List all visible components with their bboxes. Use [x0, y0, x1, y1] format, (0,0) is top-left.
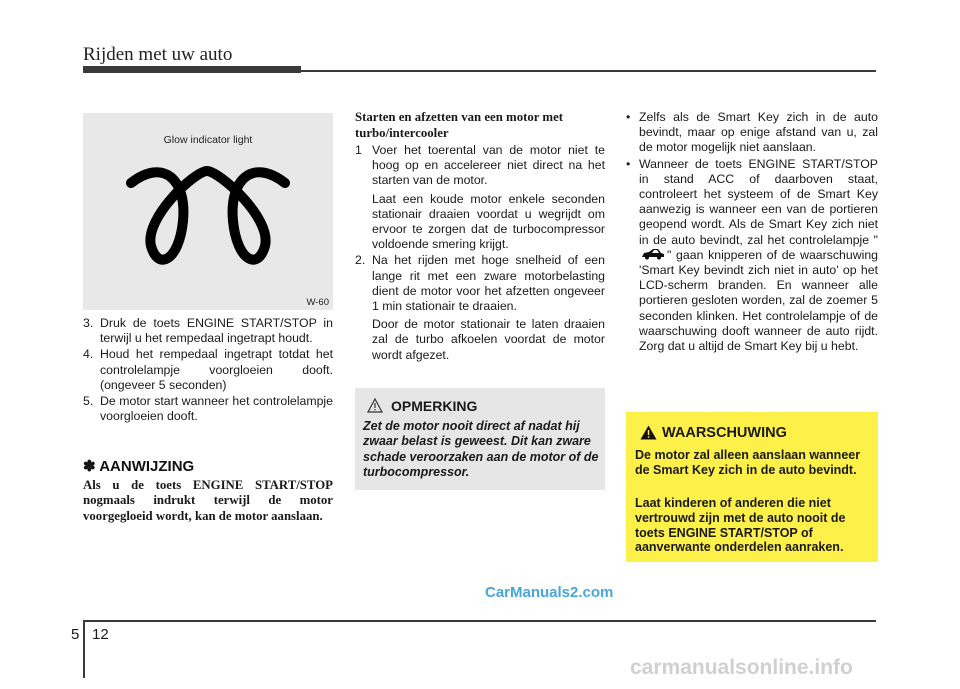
footer-divider	[83, 620, 85, 678]
page-header-title: Rijden met uw auto	[83, 44, 233, 65]
opmerking-body: Zet de motor nooit direct af nadat hij zwaar belast is geweest. Dit kan zware schade veroorzaken aan de motor of de turbocompressor.	[363, 419, 599, 479]
smart-key-notes-list	[626, 110, 878, 355]
caution-triangle-icon	[367, 398, 383, 413]
bullet: •	[626, 110, 631, 124]
waarschuwing-box	[626, 412, 878, 562]
step-number: 4.	[83, 347, 94, 362]
step-text: Voer het toerental van de motor niet te hoog op en accelereer niet direct na het starten van de motor.	[372, 143, 605, 188]
aanwijzing-title: AANWIJZING	[99, 458, 195, 475]
watermark-link[interactable]: CarManuals2.com	[485, 584, 614, 601]
waarschuwing-text-2: Laat kinderen of anderen die niet vertrouwd zijn met de auto nooit de toets ENGINE START/STOP of aanverwante onderdelen aanraken.	[635, 496, 846, 555]
note-star-icon: ✽	[83, 458, 96, 475]
list-item	[626, 157, 878, 355]
start-steps-list	[83, 316, 333, 425]
step-number: 2.	[355, 253, 366, 268]
watermark-footer: carmanualsonline.info	[630, 656, 853, 679]
footer-rule	[83, 620, 876, 622]
list-item	[83, 316, 333, 346]
header-bar	[83, 66, 301, 73]
page-number: 12	[92, 626, 109, 643]
step-number: 3.	[83, 316, 94, 330]
figure-label: Glow indicator light	[163, 134, 253, 146]
section-number: 5	[71, 626, 80, 643]
aanwijzing-heading	[83, 457, 194, 475]
step-continuation: Door de motor stationair te laten draaien zal de turbo afkoelen voordat de motor wordt afgezet.	[372, 317, 605, 362]
step-number: 5.	[83, 394, 94, 409]
header-rule	[301, 70, 876, 72]
list-item	[355, 143, 605, 252]
bullet-text-before: Wanneer de toets ENGINE START/STOP in stand ACC of daarboven staat, controleert het systeem of de Smart Key aanwezig is wanneer een van de portieren geopend wordt. Als de Smart Key zich niet in de auto bevindt, zal het controlelampje "	[639, 156, 878, 247]
step-text: Na het rijden met hoge snelheid of een lange rit met een zware motorbelasting dient de motor voor het afzetten ongeveer 1 min stationair te draaien.	[372, 253, 605, 314]
step-text: De motor start wanneer het controlelampje voorgloeien dooft.	[100, 394, 333, 424]
turbo-steps-list	[355, 143, 605, 364]
step-text: Houd het rempedaal ingetrapt totdat het controlelampje voorgloeien dooft. (ongeveer 5 seconden)	[100, 347, 333, 392]
step-continuation: Laat een koude motor enkele seconden stationair draaien voordat u wegrijdt om ervoor te zorgen dat de turbocompressor voldoende smering krijgt.	[372, 191, 605, 252]
aanwijzing-body: Als u de toets ENGINE START/STOP nogmaals indrukt terwijl de motor voorgegloeid wordt, kan de motor aanslaan.	[83, 478, 333, 523]
warning-triangle-icon	[640, 425, 657, 440]
opmerking-box	[355, 388, 605, 490]
step-number: 1	[355, 143, 362, 157]
bullet-text-after: " gaan knipperen of de waarschuwing 'Smart Key bevindt zich niet in auto' op het LCD-scherm branden. En wanneer alle portieren gesloten worden, zal de zoemer 5 seconden klinken. Het controlelampje of de waarschuwing dooft wanneer de auto rijdt. Zorg dat u altijd de Smart Key bij u hebt.	[639, 247, 878, 354]
figure-code: W-60	[306, 297, 329, 308]
opmerking-title: OPMERKING	[391, 398, 478, 414]
bullet: •	[626, 156, 631, 171]
car-key-icon	[640, 248, 666, 260]
glow-indicator-figure	[83, 113, 333, 310]
step-text: Druk de toets ENGINE START/STOP in terwijl u het rempedaal ingetrapt houdt.	[100, 316, 333, 346]
waarschuwing-title: WAARSCHUWING	[662, 425, 787, 441]
turbo-section-heading: Starten en afzetten van een motor met turbo/intercooler	[355, 110, 564, 140]
list-item	[626, 110, 878, 156]
waarschuwing-text-1: De motor zal alleen aanslaan wanneer de Smart Key zich in de auto bevindt.	[635, 448, 861, 477]
list-item	[83, 347, 333, 393]
list-item	[83, 394, 333, 424]
list-item	[355, 253, 605, 362]
bullet-text: Zelfs als de Smart Key zich in de auto bevindt, maar op enige afstand van u, zal de motor mogelijk niet aanslaan.	[639, 110, 878, 155]
